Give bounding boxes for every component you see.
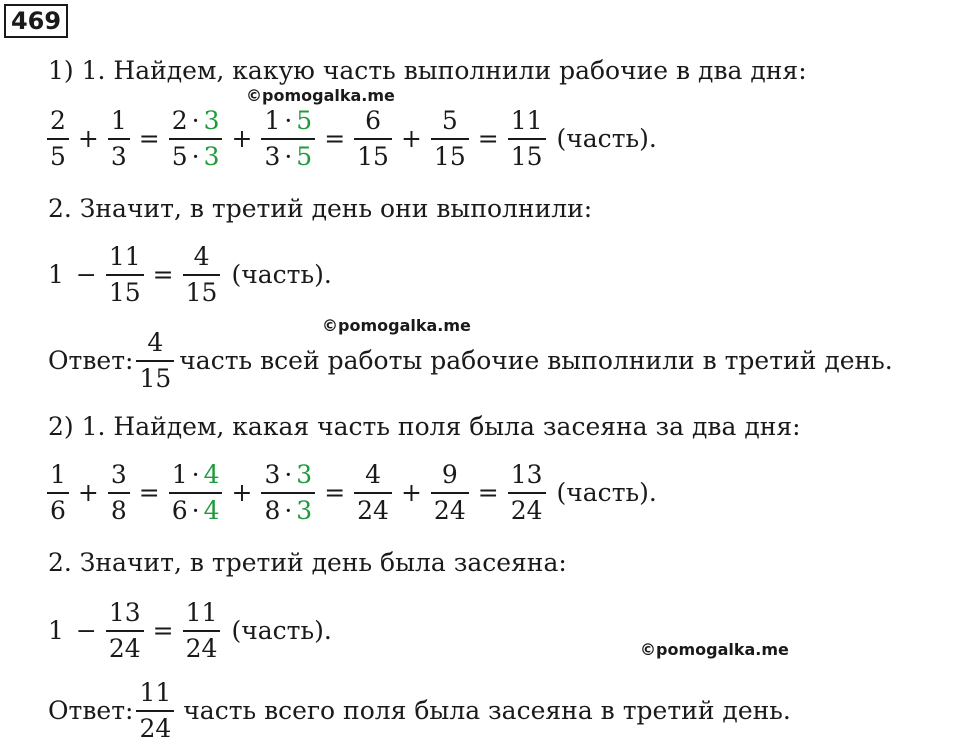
part2-heading: 2) 1. Найдем, какая часть поля была засеяна за два дня:: [48, 412, 801, 441]
plus-sign: +: [77, 478, 99, 507]
fraction: $\frac{11}{24}$: [136, 676, 174, 746]
fraction: $\frac{3}{8}$: [108, 458, 130, 528]
part1-equation-2: [44, 240, 332, 310]
fraction: $\frac{1}{3}$: [108, 104, 130, 174]
watermark-2: ©pomogalka.me: [322, 316, 471, 335]
equals-sign: =: [477, 124, 499, 153]
plus-sign: +: [400, 124, 422, 153]
answer-text: часть всего поля была засеяна в третий день.: [183, 696, 791, 725]
fraction: $\frac{11}{15}$: [508, 104, 546, 174]
minus-sign: −: [75, 260, 97, 289]
unit-text: (часть).: [556, 478, 657, 507]
fraction: $\frac{1 \cdot 4}{6 \cdot 4}$: [169, 458, 223, 528]
equals-sign: =: [152, 616, 174, 645]
fraction: $\frac{4}{24}$: [354, 458, 392, 528]
fraction: $\frac{3 \cdot 3}{8 \cdot 3}$: [261, 458, 315, 528]
equals-sign: =: [324, 478, 346, 507]
fraction: $\frac{5}{15}$: [431, 104, 469, 174]
plus-sign: +: [77, 124, 99, 153]
unit-text: (часть).: [556, 124, 657, 153]
unit-text: (часть).: [231, 260, 332, 289]
equals-sign: =: [152, 260, 174, 289]
answer-label: Ответ:: [48, 346, 134, 375]
part1-step2: 2. Значит, в третий день они выполнили:: [48, 194, 593, 223]
problem-number: 469: [4, 4, 68, 38]
fraction: $\frac{4}{15}$: [136, 326, 174, 396]
part2-answer: [48, 676, 791, 746]
fraction: $\frac{9}{24}$: [431, 458, 469, 528]
fraction: $\frac{1}{6}$: [47, 458, 69, 528]
part1-answer: [48, 326, 893, 396]
plus-sign: +: [231, 124, 253, 153]
equals-sign: =: [324, 124, 346, 153]
fraction: $\frac{11}{15}$: [106, 240, 144, 310]
equals-sign: =: [138, 478, 160, 507]
part2-equation-1: [44, 458, 657, 528]
fraction: $\frac{13}{24}$: [508, 458, 546, 528]
plus-sign: +: [231, 478, 253, 507]
plus-sign: +: [400, 478, 422, 507]
fraction: $\frac{13}{24}$: [106, 596, 144, 666]
watermark-1: ©pomogalka.me: [246, 86, 395, 105]
watermark-3: ©pomogalka.me: [640, 640, 789, 659]
unit-text: (часть).: [231, 616, 332, 645]
fraction: $\frac{2 \cdot 3}{5 \cdot 3}$: [169, 104, 223, 174]
fraction: $\frac{11}{24}$: [183, 596, 221, 666]
part1-heading: 1) 1. Найдем, какую часть выполнили рабочие в два дня:: [48, 56, 807, 85]
number: 1: [48, 616, 64, 645]
part1-equation-1: [44, 104, 657, 174]
equals-sign: =: [477, 478, 499, 507]
part2-step2: 2. Значит, в третий день была засеяна:: [48, 548, 567, 577]
fraction: $\frac{6}{15}$: [354, 104, 392, 174]
number: 1: [48, 260, 64, 289]
fraction: $\frac{1 \cdot 5}{3 \cdot 5}$: [261, 104, 315, 174]
equals-sign: =: [138, 124, 160, 153]
minus-sign: −: [75, 616, 97, 645]
answer-label: Ответ:: [48, 696, 134, 725]
answer-text: часть всей работы рабочие выполнили в третий день.: [179, 346, 893, 375]
fraction: $\frac{4}{15}$: [183, 240, 221, 310]
part2-equation-2: [44, 596, 332, 666]
fraction: $\frac{2}{5}$: [47, 104, 69, 174]
